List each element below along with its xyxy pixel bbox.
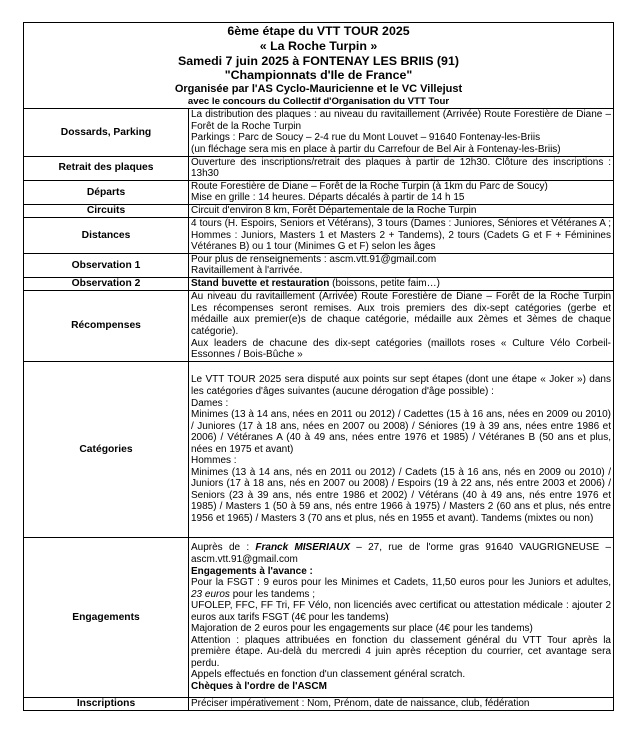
row-label-observation-2: Observation 2 <box>24 277 189 290</box>
table-row <box>24 204 613 217</box>
row-label-distances: Distances <box>24 217 189 253</box>
dossards-parking-text: Parkings : Parc de Soucy – 2-4 rue du Mont Louvet – 91640 Fontenay-les-Briis <box>191 132 541 144</box>
recompenses-leaders-text: Aux leaders de chacune des dix-sept catégories (maillots roses « Culture Vélo Corbeil-Essonnes / Bois-Bûche » <box>191 337 611 361</box>
row-label-recompenses: Récompenses <box>24 290 189 361</box>
event-header <box>24 23 613 109</box>
engagements-calls-text: Appels effectués en fonction d'un classement général scratch. <box>191 669 466 681</box>
engagements-fsgt-prefix: Pour la FSGT : 9 euros pour les Minimes et Cadets, 11,50 euros pour les Juniors et adultes, <box>191 577 611 589</box>
header-championship: "Championnats d'Ile de France" <box>224 68 413 83</box>
engagements-warning-text: Attention : plaques attribuées en fonction du classement général du VTT Tour après la première étape. Au-delà du mercredi 4 juin après réception du courrier, cet avantage sera perdu. <box>191 634 611 669</box>
categories-intro-text: Le VTT TOUR 2025 sera disputé aux points sur sept étapes (dont une étape « Joker ») dans les catégories d'âges suivantes (aucune dérogation d'âge possible) : <box>191 374 611 397</box>
circuits-text: Circuit d'environ 8 km, Forêt Départementale de la Roche Turpin <box>191 205 477 217</box>
inscriptions-text: Préciser impérativement : Nom, Prénom, date de naissance, club, fédération <box>191 698 530 710</box>
row-value-distances <box>189 217 614 253</box>
engagements-contact-prefix: Auprès de : <box>191 542 256 554</box>
retrait-text: Ouverture des inscriptions/retrait des plaques à partir de 12h30. Clôture des inscriptions : 13h30 <box>191 156 611 180</box>
categories-dames-text: Minimes (13 à 14 ans, nées en 2011 ou 2012) / Cadettes (15 à 16 ans, nées en 2009 ou 2010) / Juniores (17 à 18 ans, nées en 2007 ou 2008) / Séniores (19 à 39 ans, nées entre 1986 et 2006) / Vétéranes A (40 à 49 ans, nées entre 1976 et 1985) / Vétéranes B (50 ans et plus, nées en 1975 et avant) <box>191 409 611 455</box>
departs-time-text: Mise en grille : 14 heures. Départs décalés à partir de 14 h 15 <box>191 192 465 204</box>
observation-2-text <box>191 278 611 290</box>
recompenses-ceremony-text: Au niveau du ravitaillement (Arrivée) Route Forestière de Diane – Forêt de la Roche Turpin Les récompenses seront remises. Aux trois premiers des dix-sept catégories (gerbe et médaille aux premier(e)s de chaque catégorie, médaille aux 2èmes et 3èmes de chaque catégorie). <box>191 291 611 337</box>
row-value-circuits <box>189 204 614 217</box>
table-row <box>24 217 613 253</box>
observation-2-rest-text: (boissons, petite faim…) <box>329 278 440 290</box>
engagements-contact-name: Franck MISERIAUX <box>255 542 351 554</box>
table-row <box>24 156 613 180</box>
row-value-dossards <box>189 109 614 156</box>
row-label-circuits: Circuits <box>24 204 189 217</box>
row-value-recompenses <box>189 290 614 361</box>
categories-dames-heading: Dames : <box>191 397 229 409</box>
header-date-location: Samedi 7 juin 2025 à FONTENAY LES BRIIS (91) <box>178 53 459 68</box>
departs-location-text: Route Forestière de Diane – Forêt de la Roche Turpin (à 1km du Parc de Soucy) <box>191 180 548 192</box>
distances-text: 4 tours (H. Espoirs, Seniors et Vétérans), 3 tours (Dames : Juniores, Séniores et Vétéranes A ; Hommes : Juniors, Masters 1 et Masters 2 + Tandems), 2 tours (Cadets G et F + Féminines Vétéranes B) ou 1 tour (Minimes G et F) selon les âges <box>191 218 611 253</box>
observation-2-bold-text: Stand buvette et restauration <box>191 278 330 290</box>
table-row <box>24 253 613 277</box>
table-row <box>24 697 613 710</box>
engagements-other-federations-text: UFOLEP, FFC, FF Tri, FF Vélo, non licenciés avec certificat ou attestation médicale : ajouter 2 euros aux tarifs FSGT (4€ pour les tandems) <box>191 600 611 623</box>
header-stage-title: 6ème étape du VTT TOUR 2025 <box>227 24 410 38</box>
row-value-engagements <box>189 537 614 697</box>
categories-hommes-heading: Hommes : <box>191 455 237 467</box>
row-value-observation-1 <box>189 253 614 277</box>
engagements-advance-heading: Engagements à l'avance : <box>191 565 313 577</box>
table-row <box>24 180 613 204</box>
row-label-engagements: Engagements <box>24 537 189 697</box>
observation-1-ravitaillement-text: Ravitaillement à l'arrivée. <box>191 265 303 277</box>
table-row <box>24 361 613 537</box>
engagements-tandem-price: 23 euros <box>191 588 230 600</box>
header-race-name: « La Roche Turpin » <box>259 38 378 53</box>
table-row <box>24 290 613 361</box>
engagements-fsgt-text <box>191 577 611 600</box>
table-row <box>24 109 613 156</box>
row-value-observation-2 <box>189 277 614 290</box>
engagements-contact-address: – 27, rue de l'orme gras 91640 VAUGRIGNEUSE – ascm.vtt.91@gmail.com <box>191 542 612 565</box>
document-frame <box>23 22 614 711</box>
categories-hommes-text: Minimes (13 à 14 ans, nés en 2011 ou 2012) / Cadets (15 à 16 ans, nés en 2009 ou 2010) / Juniors (17 à 18 ans, nés en 2007 ou 2008) / Espoirs (19 à 22 ans, nés entre 2003 et 2006) / Seniors (23 à 39 ans, nés entre 1986 et 2002) / Vétérans (40 à 49 ans, nés entre 1976 et 1985) / Masters 1 (50 à 59 ans, nés entre 1966 à 1975) / Masters 2 (60 ans et plus, nés entre 1956 et 1965) / Masters 3 (70 ans et plus, nés en 1955 et avant). Tandems (mixtes ou non) <box>191 466 611 524</box>
row-label-observation-1: Observation 1 <box>24 253 189 277</box>
engagements-cheques-text: Chèques à l'ordre de l'ASCM <box>191 680 327 692</box>
row-value-retrait <box>189 156 614 180</box>
observation-1-contact-text: Pour plus de renseignements : ascm.vtt.91@gmail.com <box>191 253 437 265</box>
row-label-dossards: Dossards, Parking <box>24 109 189 156</box>
header-collective: avec le concours du Collectif d'Organisation du VTT Tour <box>187 96 450 108</box>
engagements-contact-text <box>191 542 611 565</box>
row-label-inscriptions: Inscriptions <box>24 697 189 710</box>
row-value-inscriptions <box>189 697 614 710</box>
header-organizers: Organisée par l'AS Cyclo-Mauricienne et le VC Villejust <box>174 83 463 96</box>
table-row <box>24 537 613 697</box>
row-value-departs <box>189 180 614 204</box>
table-row <box>24 277 613 290</box>
event-info-table <box>24 109 613 710</box>
engagements-fsgt-suffix: pour les tandems ; <box>229 588 315 600</box>
row-value-categories <box>189 361 614 537</box>
engagements-surcharge-text: Majoration de 2 euros pour les engagements sur place (4€ pour les tandems) <box>191 623 533 635</box>
row-label-categories: Catégories <box>24 361 189 537</box>
dossards-distribution-text: La distribution des plaques : au niveau du ravitaillement (Arrivée) Route Forestière de Diane – Forêt de la Roche Turpin <box>191 109 611 132</box>
dossards-signage-text: (un fléchage sera mis en place à partir du Carrefour de Bel Air à Fontenay-les-Briis) <box>191 143 561 155</box>
row-label-departs: Départs <box>24 180 189 204</box>
row-label-retrait: Retrait des plaques <box>24 156 189 180</box>
